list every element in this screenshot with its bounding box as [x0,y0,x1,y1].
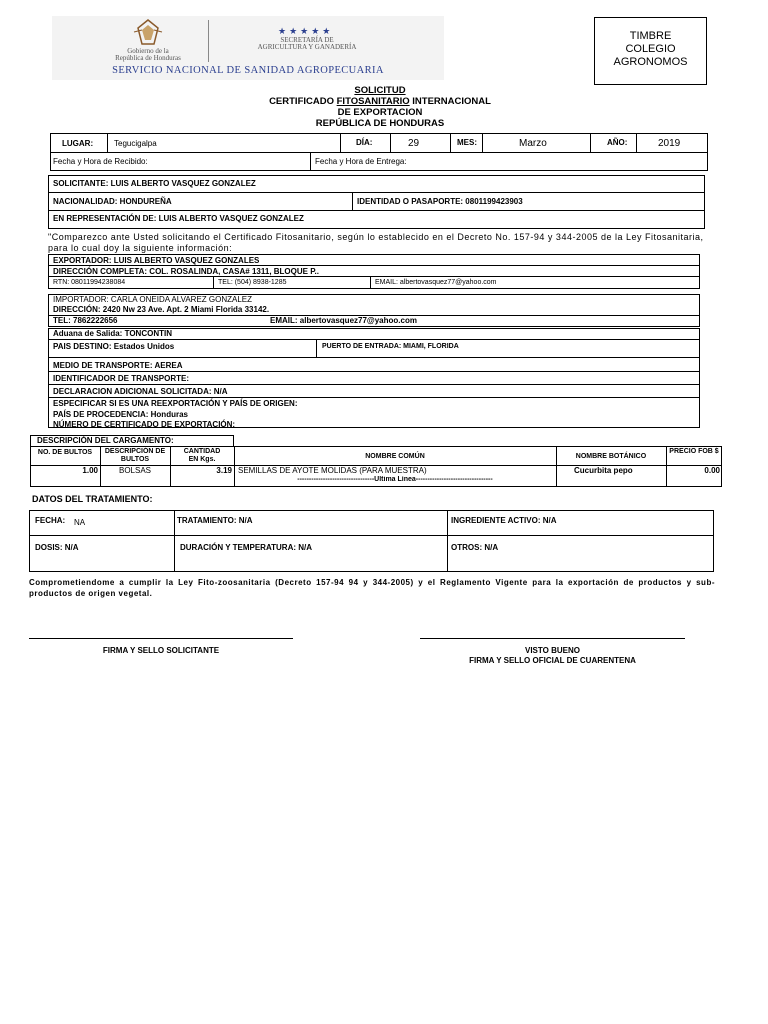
stamp-line3: AGRONOMOS [613,56,688,68]
trat-div-h [29,535,714,536]
trat-v1 [174,510,175,572]
ministry-line2: AGRICULTURA Y GANADERÍA [257,43,357,51]
aduana-salida: Aduana de Salida: TONCONTIN [53,329,172,338]
pais-destino: PAIS DESTINO: Estados Unidos [53,342,175,351]
statement-text: "Comparezco ante Usted solicitando el Certificado Fitosanitario, según lo establecido en el Decreto No. 157-94 y 344-2005 de la Ley Fitosanitaria, para lo cual doy la siguiente información: [48,232,704,253]
doc-title-line2 [200,96,560,107]
recibido-label: Fecha y Hora de Recibido: [53,157,148,166]
mes-label: MES: [457,138,477,147]
row-bultos: 1.00 [82,466,98,475]
visto-bueno-label: VISTO BUENO [525,646,580,655]
puerto-entrada: PUERTO DE ENTRADA: MIAMI, FLORIDA [322,343,459,350]
fecha-label: FECHA: [35,516,66,525]
doc-title-line4: REPÚBLICA DE HONDURAS [315,118,445,129]
sol-div-1 [48,192,705,193]
header-cant-2: EN Kgs. [188,456,216,463]
pais-procedencia: PAÍS DE PROCEDENCIA: Honduras [53,410,188,419]
numero-certificado: NÚMERO DE CERTIFICADO DE EXPORTACIÓN: [53,420,236,429]
duracion-temperatura: DURACIÓN Y TEMPERATURA: N/A [180,543,313,552]
header-desc-1: DESCRIPCIÓN DE [104,448,166,455]
gov-line1: Gobierno de la [127,47,169,55]
col-div-8 [310,152,311,171]
firma-cuarentena-label: FIRMA Y SELLO OFICIAL DE CUARENTENA [469,656,636,665]
firma-cuarentena-line [420,638,685,639]
importador-email: EMAIL: albertovasquez77@yahoo.com [270,316,417,325]
title-part-b: FITOSANITARIO [336,96,410,107]
lugar-value: Tegucigalpa [114,139,157,148]
row-descripcion: BOLSAS [118,466,151,475]
anio-label: AÑO: [607,138,628,147]
solicitante-identidad: IDENTIDAD O PASAPORTE: 0801199423903 [357,197,523,206]
mes-value: Marzo [519,138,547,149]
tr-div-v [316,339,317,357]
header-botanico: NOMBRE BOTÁNICO [575,453,647,460]
col-div-5 [482,133,483,152]
anio-value: 2019 [658,138,681,149]
importador-direccion: DIRECCIÓN: 2420 Nw 23 Ave. Apt. 2 Miami Florida 33142. [53,305,270,314]
tratamiento-table [29,510,714,572]
exportador-rtn: RTN: 08011994238084 [53,279,126,286]
exp-div-2 [48,276,700,277]
exportador-email: EMAIL: albertovasquez77@yahoo.com [375,279,497,286]
title-part-a: CERTIFICADO [269,96,337,107]
row-botanico: Cucurbita pepo [574,466,633,475]
otros: OTROS: N/A [451,543,499,552]
exp-div-v1 [213,276,214,289]
tratamiento-value: TRATAMIENTO: N/A [177,516,253,525]
medio-transporte: MEDIO DE TRANSPORTE: AEREA [53,361,183,370]
stamp-line2: COLEGIO [625,43,676,55]
coat-of-arms-icon [128,18,168,48]
declaracion-adicional: DECLARACION ADICIONAL SOLICITADA: N/A [53,387,228,396]
solicitante-nacionalidad: NACIONALIDAD: HONDUREÑA [53,197,172,206]
stars-icon: ★★★★★ [278,26,334,36]
gov-line2: República de Honduras [115,54,181,62]
tr-div-3 [48,371,700,372]
sol-div-2 [48,210,705,211]
exportador-tel: TEL: (504) 8938-1285 [218,279,287,286]
col-div-6 [590,133,591,152]
col-div-2 [340,133,341,152]
solicitante-representacion: EN REPRESENTACIÓN DE: LUIS ALBERTO VASQUEZ GONZALEZ [53,214,304,223]
doc-title-line3: DE EXPORTACION [337,107,423,118]
tr-div-1 [48,339,700,340]
col-div-3 [390,133,391,152]
firma-solicitante-line [29,638,293,639]
trat-v2 [447,510,448,572]
row-comun: SEMILLAS DE AYOTE MOLIDAS (PARA MUESTRA) [238,466,427,475]
header-precio: PRECIO FOB $ [669,448,719,455]
tr-div-4 [48,384,700,385]
tratamiento-title: DATOS DEL TRATAMIENTO: [32,494,153,504]
identificador-transporte: IDENTIFICADOR DE TRANSPORTE: [53,374,189,383]
dosis: DOSIS: N/A [35,543,79,552]
importador-nombre: IMPORTADOR: CARLA ONEIDA ALVAREZ GONZALEZ [53,295,253,304]
header-logo-area [52,16,444,80]
stamp-line1: TIMBRE [629,30,672,42]
service-name: SERVICIO NACIONAL DE SANIDAD AGROPECUARIA [112,65,384,76]
dia-value: 29 [408,138,420,149]
entrega-label: Fecha y Hora de Entrega: [315,157,407,166]
row-precio: 0.00 [704,466,720,475]
stamp-box [594,17,707,85]
logo-divider [208,20,209,62]
firma-solicitante-label: FIRMA Y SELLO SOLICITANTE [102,646,220,655]
place-row-divider [50,152,708,153]
solicitante-nombre: SOLICITANTE: LUIS ALBERTO VASQUEZ GONZALEZ [53,179,256,188]
compromiso-text: Comprometiendome a cumplir la Ley Fito-zoosanitaria (Decreto 157-94 94 y 344-2005) y el Reglamento Vigente para la exportación de productos y sub-productos de origen vegetal. [29,578,715,598]
header-cant-1: CANTIDAD [183,448,221,455]
ministry-line1: SECRETARÍA DE [280,36,334,44]
lugar-label: LUGAR: [62,139,94,148]
col-div-1 [107,133,108,152]
tr-div-2 [48,357,700,358]
exportador-direccion: DIRECCIÓN COMPLETA: COL. ROSALINDA, CASA# 1311, BLOQUE P.. [53,267,319,276]
col-div-7 [636,133,637,152]
title-part-c: INTERNACIONAL [409,96,491,107]
exp-div-1 [48,265,700,266]
fecha-value: NA [74,518,86,527]
dia-label: DÍA: [356,138,373,147]
ultima-linea: ---------------------------------Última Línea--------------------------------- [297,476,493,483]
col-div-4 [450,133,451,152]
sol-div-v [352,192,353,210]
row-cantidad: 3.19 [216,466,232,475]
doc-title-line1: SOLICITUD [354,85,406,96]
exportador-nombre: EXPORTADOR: LUIS ALBERTO VASQUEZ GONZALES [53,256,260,265]
header-bultos: NO. DE BULTOS [37,449,93,456]
importador-tel: TEL: 7862222656 [53,316,118,325]
exp-div-v2 [370,276,371,289]
cargamento-title: DESCRIPCIÓN DEL CARGAMENTO: [37,436,174,445]
ingrediente-activo: INGREDIENTE ACTIVO: N/A [451,516,557,525]
tr-div-5 [48,397,700,398]
header-desc-2: BULTOS [120,456,150,463]
reexportacion: ESPECIFICAR SI ES UNA REEXPORTACIÓN Y PAÍS DE ORIGEN: [53,399,298,408]
header-comun: NOMBRE COMÚN [365,453,425,460]
